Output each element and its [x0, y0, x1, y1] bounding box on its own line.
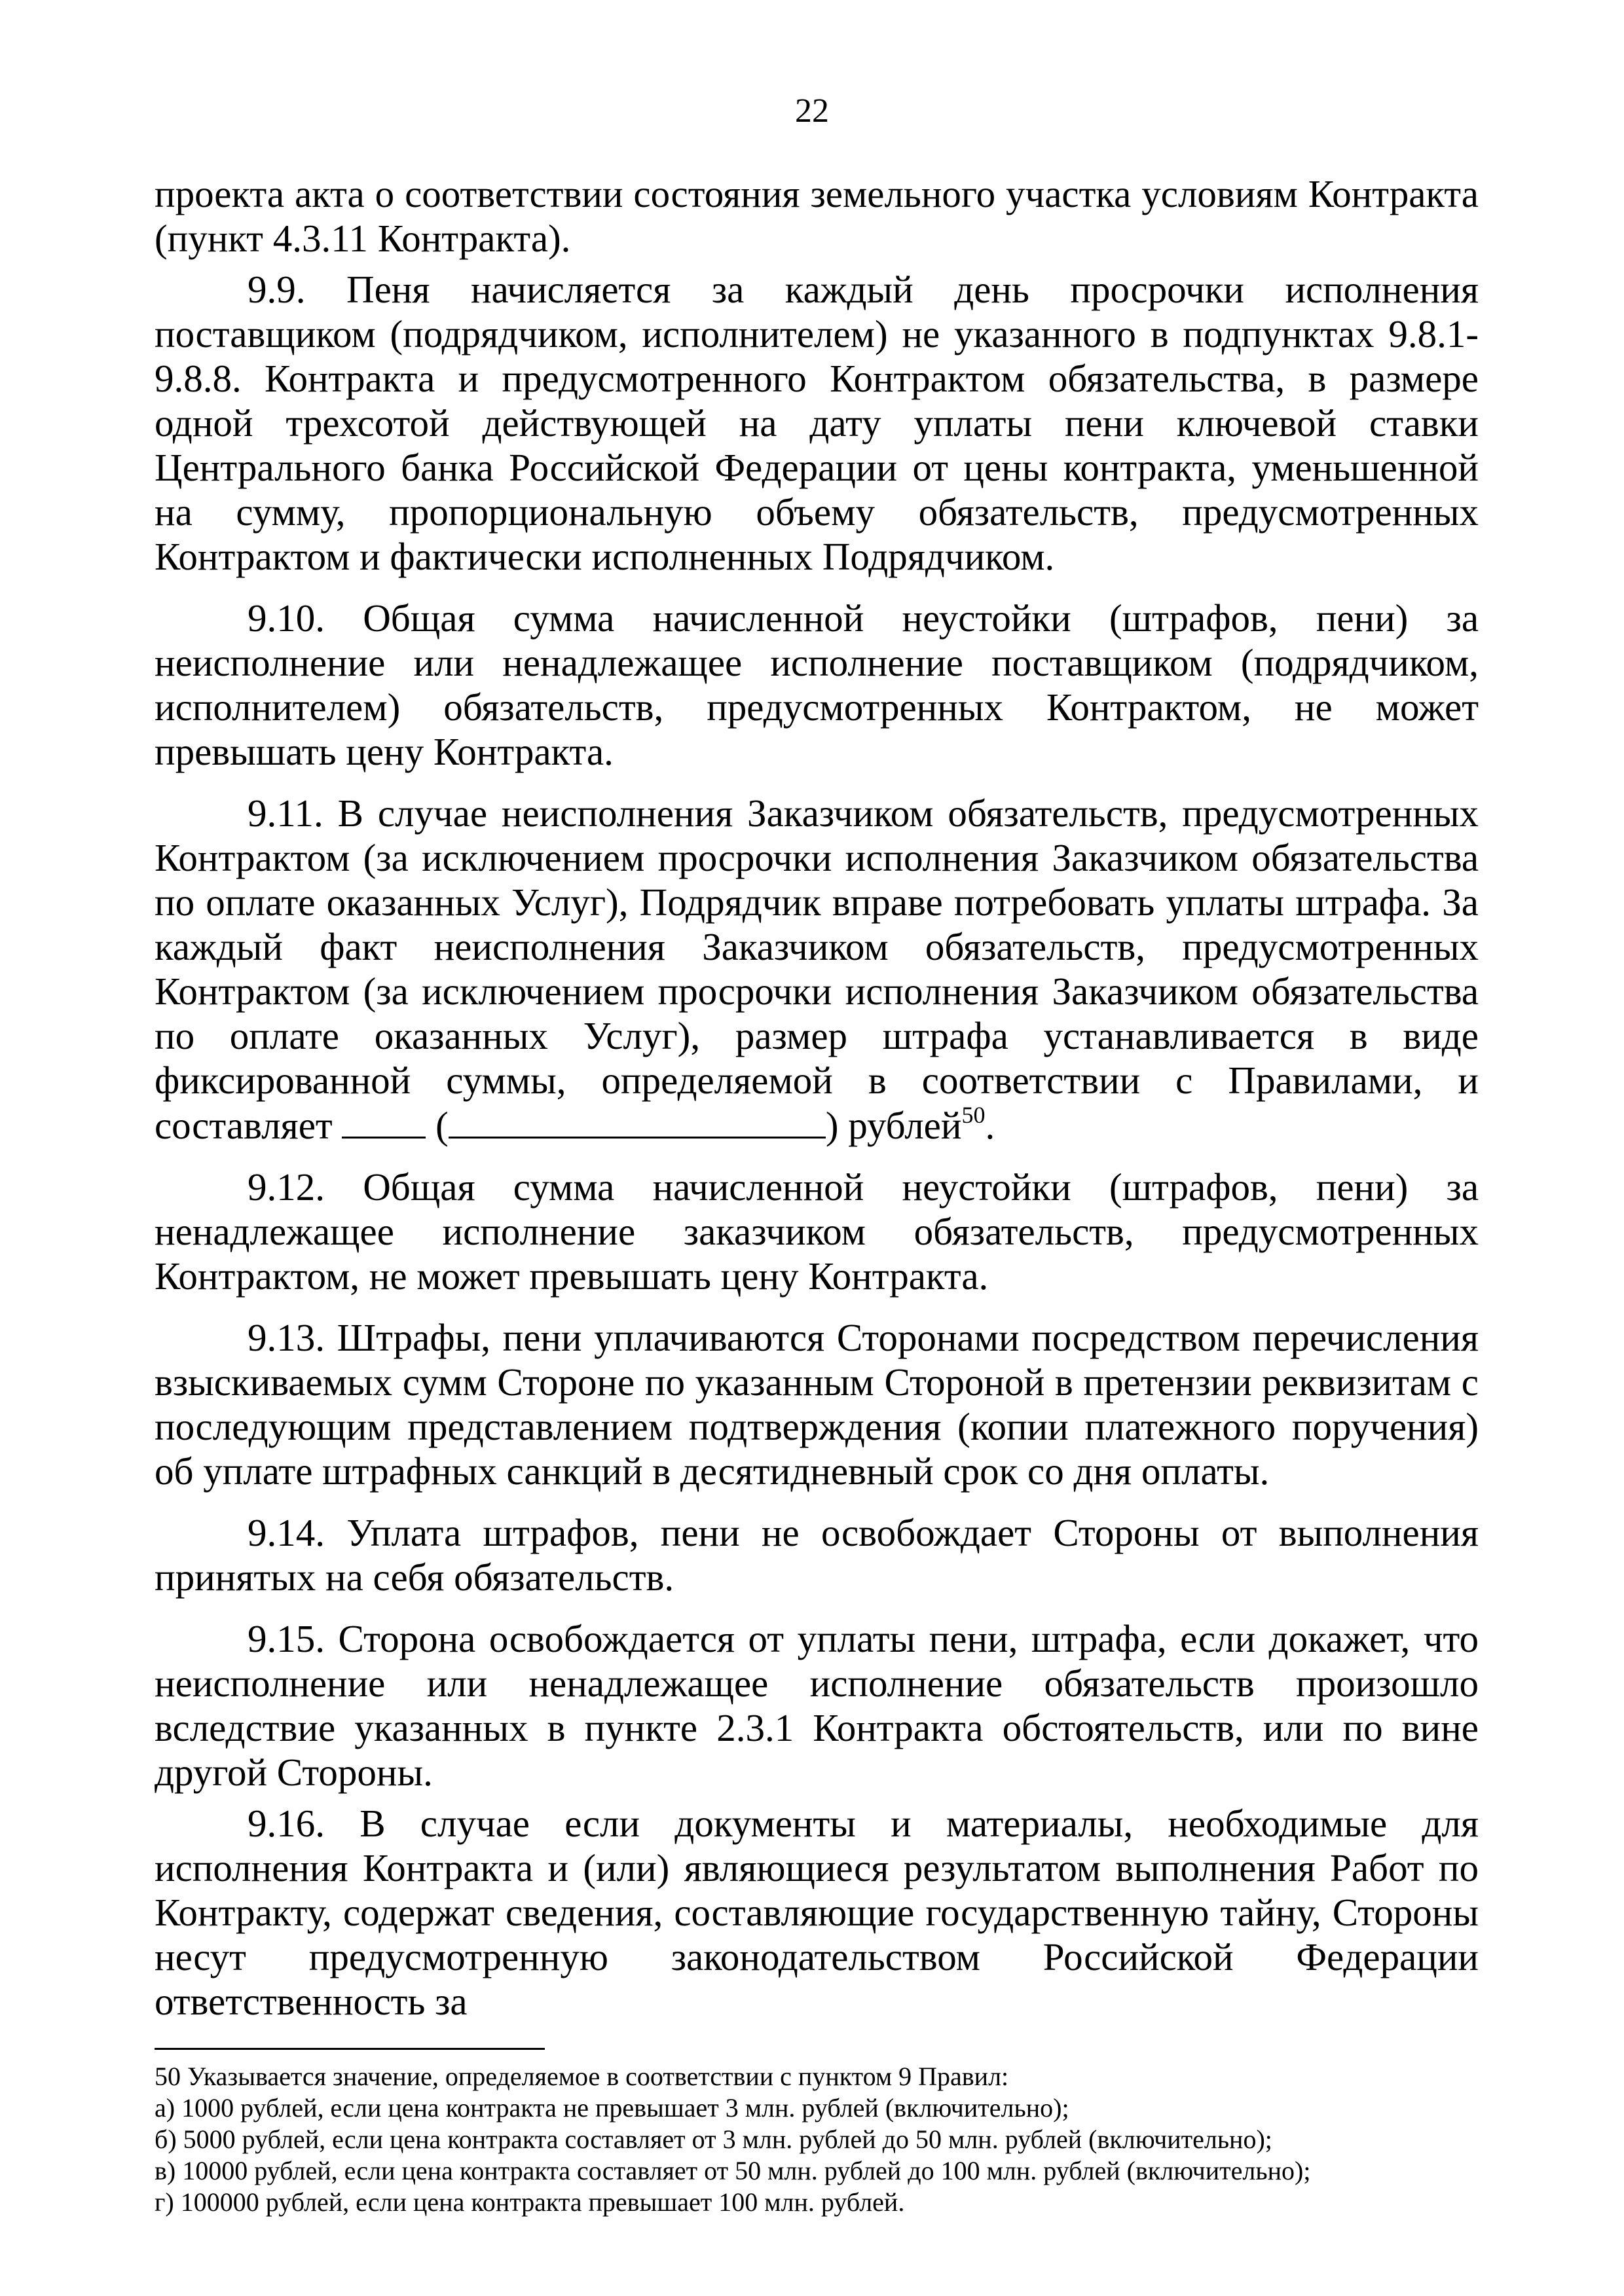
paragraph-9-11-text: 9.11. В случае неисполнения Заказчиком обязательств, предусмотренных Контрактом (за исключением просрочки исполнения Заказчиком обязательства по оплате оказанных Услуг), Подрядчик вправе потребовать уплаты штрафа. За каждый факт неисполнения Заказчиком обязательств, предусмотренных Контрактом (за исключением просрочки исполнения Заказчиком обязательства по оплате оказанных Услуг), размер штрафа устанавливается в виде фиксированной суммы, определяемой в соответствии с Правилами, и составляет — [155, 792, 1479, 1147]
paragraph-9-11-open: ( — [426, 1104, 449, 1147]
amount-blank-long — [449, 1102, 826, 1139]
footnote-item-g: г) 100000 рублей, если цена контракта превышает 100 млн. рублей. — [155, 2187, 905, 2217]
footnote-item-b: б) 5000 рублей, если цена контракта составляет от 3 млн. рублей до 50 млн. рублей (включительно); — [155, 2124, 1272, 2154]
footnote-item-v: в) 10000 рублей, если цена контракта составляет от 50 млн. рублей до 100 млн. рублей (включительно); — [155, 2156, 1311, 2185]
footnote-50: 50 Указывается значение, определяемое в соответствии с пунктом 9 Правил: — [155, 2062, 1009, 2091]
amount-blank-short — [342, 1102, 426, 1139]
paragraph-9-11-end: . — [985, 1104, 995, 1147]
footnotes — [155, 2061, 1479, 2218]
document-body — [155, 172, 1479, 2024]
paragraph-9-13: 9.13. Штрафы, пени уплачиваются Сторонами посредством перечисления взыскиваемых сумм Стороне по указанным Стороной в претензии реквизитам с последующим представлением подтверждения (копии платежного поручения) об уплате штрафных санкций в десятидневный срок со дня оплаты. — [155, 1316, 1479, 1493]
paragraph-9-9: 9.9. Пеня начисляется за каждый день просрочки исполнения поставщиком (подрядчиком, исполнителем) не указанного в подпунктах 9.8.1-9.8.8. Контракта и предусмотренного Контрактом обязательства, в размере одной трехсотой действующей на дату уплаты пени ключевой ставки Центрального банка Российской Федерации от цены контракта, уменьшенной на сумму, пропорциональную объему обязательств, предусмотренных Контрактом и фактически исполненных Подрядчиком. — [155, 268, 1479, 578]
paragraph-9-15: 9.15. Сторона освобождается от уплаты пени, штрафа, если докажет, что неисполнение или ненадлежащее исполнение обязательств произошло вследствие указанных в пункте 2.3.1 Контракта обстоятельств, или по вине другой Стороны. — [155, 1617, 1479, 1794]
paragraph-9-14: 9.14. Уплата штрафов, пени не освобождает Стороны от выполнения принятых на себя обязательств. — [155, 1511, 1479, 1599]
footnote-item-a: а) 1000 рублей, если цена контракта не превышает 3 млн. рублей (включительно); — [155, 2093, 1069, 2123]
paragraph-continuation: проекта акта о соответствии состояния земельного участка условиям Контракта (пункт 4.3.11 Контракта). — [155, 172, 1479, 260]
paragraph-9-12: 9.12. Общая сумма начисленной неустойки (штрафов, пени) за ненадлежащее исполнение заказчиком обязательств, предусмотренных Контрактом, не может превышать цену Контракта. — [155, 1165, 1479, 1298]
paragraph-9-11-close: ) рублей — [825, 1104, 962, 1147]
paragraph-9-10: 9.10. Общая сумма начисленной неустойки (штрафов, пени) за неисполнение или ненадлежащее исполнение поставщиком (подрядчиком, исполнителем) обязательств, предусмотренных Контрактом, не может превышать цену Контракта. — [155, 596, 1479, 773]
page-number: 22 — [795, 92, 829, 130]
paragraph-9-16: 9.16. В случае если документы и материалы, необходимые для исполнения Контракта и (или) являющиеся результатом выполнения Работ по Контракту, содержат сведения, составляющие государственную тайну, Стороны несут предусмотренную законодательством Российской Федерации ответственность за — [155, 1802, 1479, 2023]
paragraph-9-11 — [155, 791, 1479, 1148]
footnote-ref-50: 50 — [961, 1102, 986, 1128]
footnote-separator — [155, 2048, 545, 2050]
